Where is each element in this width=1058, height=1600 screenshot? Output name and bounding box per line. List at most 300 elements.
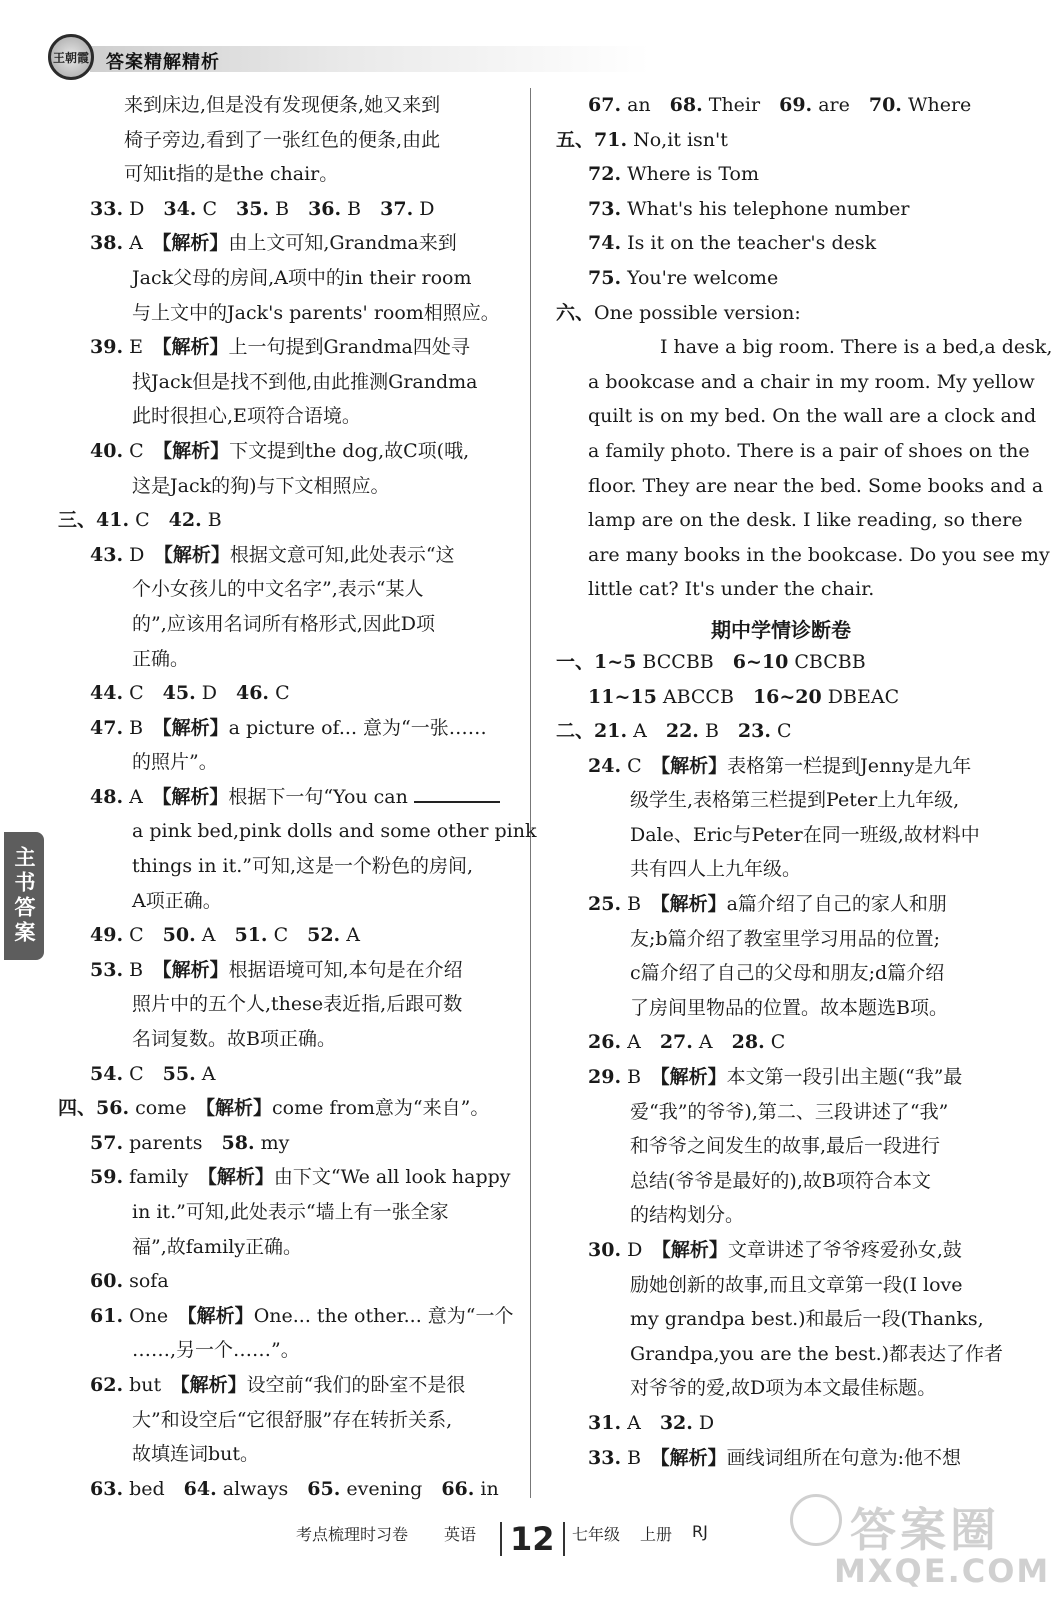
answer-text: 设空前“我们的卧室不是很 xyxy=(246,1373,466,1396)
answer-text: 46. xyxy=(235,682,270,705)
answer-line xyxy=(58,642,518,677)
answer-line xyxy=(58,814,537,849)
answer-text: a pink bed,pink dolls and some other pink xyxy=(132,820,537,843)
answer-text: an xyxy=(621,94,670,116)
answer-text: 47. xyxy=(90,716,124,739)
answer-text: Their xyxy=(702,94,780,116)
answer-text: parents xyxy=(123,1131,222,1154)
answer-text: 56. xyxy=(96,1097,130,1120)
answer-text: 故填连词but。 xyxy=(132,1443,260,1466)
answer-line xyxy=(556,1025,1006,1060)
answer-text: 65. xyxy=(307,1477,341,1500)
page-number: 12 xyxy=(500,1522,565,1556)
answer-text: C xyxy=(621,754,661,777)
answer-text: You're welcome xyxy=(621,266,779,289)
answer-line xyxy=(58,918,518,953)
footer-subject: 英语 xyxy=(444,1525,477,1544)
answer-text: 63. xyxy=(90,1477,124,1500)
answer-text: 找Jack但是找不到他,由此推测Grandma xyxy=(132,370,478,393)
answer-text: 个小女孩儿的中文名字”,表示“某人 xyxy=(132,578,424,601)
answer-text: 对爷爷的爱,故D项为本文最佳标题。 xyxy=(630,1377,937,1400)
answer-line xyxy=(556,88,1006,123)
answer-line xyxy=(556,123,1006,158)
answer-text: 35. xyxy=(235,197,270,220)
answer-text: BCCBB xyxy=(636,650,733,673)
answer-text: What's his telephone number xyxy=(621,197,910,220)
answer-text: 这是Jack的狗)与下文相照应。 xyxy=(132,474,390,497)
answer-text: 43. xyxy=(90,543,124,566)
answer-text: C xyxy=(196,197,236,220)
answer-text: B xyxy=(269,197,309,220)
answer-line xyxy=(58,296,518,331)
answer-line xyxy=(556,1268,1006,1303)
answer-text: C xyxy=(123,1062,163,1085)
answer-line xyxy=(556,572,1006,607)
answer-text: A xyxy=(692,1031,732,1054)
answer-line xyxy=(556,852,1006,887)
answer-text: a bookcase and a chair in my room. My yellow xyxy=(588,370,1035,393)
answer-text: One possible version: xyxy=(594,301,801,324)
answer-text: 30. xyxy=(588,1239,622,1261)
answer-text: 的”,应该用名词所有格形式,因此D项 xyxy=(132,612,436,635)
answer-text: 50. xyxy=(162,924,196,947)
answer-text: a family photo. There is a pair of shoes on the xyxy=(588,439,1030,462)
answer-text: 【解析】 xyxy=(162,958,229,981)
answer-text: D xyxy=(195,682,236,705)
answer-text: 24. xyxy=(588,754,622,777)
page-footer xyxy=(0,1508,1058,1558)
answer-line xyxy=(556,261,1006,296)
answer-text: 【解析】 xyxy=(161,785,229,808)
answer-text: A xyxy=(627,720,666,743)
answer-text: 58. xyxy=(221,1131,255,1154)
answer-text: 26. xyxy=(588,1031,622,1054)
right-column xyxy=(556,88,1053,1475)
answer-text: D xyxy=(413,197,435,220)
answer-text: evening xyxy=(340,1477,442,1500)
answer-text: 正确。 xyxy=(132,647,190,670)
answer-text: 62. xyxy=(90,1373,124,1396)
answer-text: 44. xyxy=(90,682,124,705)
answer-text: 70. xyxy=(868,94,902,116)
answer-line xyxy=(58,365,518,400)
answer-text: A xyxy=(621,1411,660,1434)
answer-text: 三、 xyxy=(58,509,97,532)
left-column xyxy=(58,88,537,1506)
fill-blank xyxy=(414,781,500,803)
answer-line xyxy=(58,607,518,642)
logo-text: 王朝霞 xyxy=(52,50,89,65)
answer-text: No,it isn't xyxy=(627,128,728,151)
right-column-top xyxy=(556,88,1053,607)
answer-line xyxy=(556,503,1023,538)
answer-line xyxy=(58,1333,518,1368)
answer-text: D xyxy=(692,1411,715,1434)
answer-text: 的结构划分。 xyxy=(630,1204,745,1227)
answer-text: 【解析】 xyxy=(162,439,230,462)
answer-text: little cat? It's under the chair. xyxy=(588,578,875,601)
answer-line xyxy=(556,645,1006,680)
answer-line xyxy=(58,1368,518,1403)
answer-line xyxy=(58,1195,518,1230)
answer-text: 【解析】 xyxy=(660,893,727,916)
answer-text: 69. xyxy=(779,94,813,116)
answer-line xyxy=(556,192,1006,227)
answer-text: DBEAC xyxy=(821,685,900,708)
answer-line xyxy=(556,1164,1006,1199)
answer-line xyxy=(58,157,518,192)
answer-text: 由下文“We all look happy xyxy=(273,1166,511,1189)
answer-line xyxy=(58,123,518,158)
answer-line xyxy=(556,818,1006,853)
answer-text: 33. xyxy=(90,197,124,220)
answer-text: 来到床边,但是没有发现便条,她又来到 xyxy=(124,94,441,116)
answer-text: are xyxy=(812,94,869,116)
answer-text: come from意为“来自”。 xyxy=(271,1097,490,1120)
answer-text: 【解析】 xyxy=(207,1166,274,1189)
answer-text: 画线词组所在句意为:他不想 xyxy=(726,1446,961,1469)
answer-text: 友;b篇介绍了教室里学习用品的位置; xyxy=(630,927,940,950)
answer-text: 福”,故family正确。 xyxy=(132,1235,303,1258)
answer-text: 名词复数。故B项正确。 xyxy=(132,1028,336,1051)
answer-line xyxy=(58,261,518,296)
answer-text: A xyxy=(123,785,162,808)
answer-text: One xyxy=(123,1304,188,1327)
answer-text: 67. xyxy=(588,94,622,116)
answer-text: 27. xyxy=(659,1031,693,1054)
answer-line xyxy=(556,1233,1006,1268)
answer-line xyxy=(556,157,1006,192)
answer-text: 71. xyxy=(594,128,628,151)
answer-line xyxy=(58,469,518,504)
answer-text: 22. xyxy=(665,720,699,743)
answer-text: Dale、Eric与Peter在同一班级,故材料中 xyxy=(630,823,980,846)
answer-line xyxy=(58,572,518,607)
answer-text: 四、 xyxy=(58,1097,97,1120)
footer-book-title: 考点梳理时习卷 xyxy=(296,1525,409,1544)
answer-line xyxy=(58,1403,518,1438)
answer-text: B xyxy=(201,509,222,532)
answer-text: 60. xyxy=(90,1270,124,1293)
answer-line xyxy=(58,1091,518,1126)
answer-text: 和爷爷之间发生的故事,最后一段进行 xyxy=(630,1135,941,1158)
answer-line xyxy=(556,956,1006,991)
answer-line xyxy=(58,1022,518,1057)
answer-text: B xyxy=(341,197,381,220)
answer-text: a篇介绍了自己的家人和朋 xyxy=(726,893,947,916)
answer-text: 【解析】 xyxy=(161,336,229,359)
answer-text: 74. xyxy=(588,232,622,255)
answer-line xyxy=(58,953,518,988)
answer-line xyxy=(58,711,518,746)
answer-text: 根据文意可知,此处表示“这 xyxy=(229,543,455,566)
answer-text: 【解析】 xyxy=(660,1066,727,1089)
answer-line xyxy=(58,1057,518,1092)
answer-line xyxy=(556,538,1050,573)
answer-text: 54. xyxy=(90,1062,124,1085)
answer-text: 57. xyxy=(90,1131,124,1154)
answer-text: 45. xyxy=(162,682,196,705)
answer-text: 75. xyxy=(588,266,622,289)
answer-text: 上一句提到Grandma四处寻 xyxy=(228,336,470,359)
answer-line xyxy=(556,1337,1006,1372)
answer-text: my xyxy=(254,1131,290,1154)
answer-line xyxy=(58,1472,518,1507)
answer-text: in xyxy=(474,1477,499,1500)
answer-line xyxy=(58,399,518,434)
answer-text: 【解析】 xyxy=(162,716,229,739)
answer-text: 55. xyxy=(162,1062,196,1085)
watermark-text: 答案圈 xyxy=(850,1503,1000,1557)
answer-text: C xyxy=(764,1031,786,1054)
answer-text: B xyxy=(621,1066,661,1089)
answer-line xyxy=(556,469,1044,504)
answer-text: 72. xyxy=(588,163,622,186)
answer-text: 23. xyxy=(737,720,771,743)
answer-text: 表格第一栏提到Jenny是九年 xyxy=(727,754,972,777)
answer-line xyxy=(556,1302,1006,1337)
answer-text: 下文提到the dog,故C项(哦, xyxy=(229,439,470,462)
footer-volume: 上册 xyxy=(640,1525,673,1544)
answer-text: lamp are on the desk. I like reading, so there xyxy=(588,509,1023,532)
answer-text: 本文第一段引出主题(“我”最 xyxy=(726,1066,963,1089)
answer-line xyxy=(58,538,518,573)
answer-text: 1~5 xyxy=(594,650,637,673)
answer-text: 38. xyxy=(90,232,124,255)
column-divider xyxy=(530,88,531,1498)
answer-text: 级学生,表格第三栏提到Peter上九年级, xyxy=(630,789,960,812)
answer-text: 31. xyxy=(588,1411,622,1434)
answer-text: 【解析】 xyxy=(163,543,230,566)
answer-line xyxy=(58,1299,518,1334)
answer-line xyxy=(58,1230,518,1265)
answer-text: sofa xyxy=(123,1270,169,1293)
answer-text: B xyxy=(123,958,163,981)
answer-text: 64. xyxy=(183,1477,217,1500)
answer-text: C xyxy=(123,924,163,947)
answer-text: 了房间里物品的位置。故本题选B项。 xyxy=(630,996,948,1019)
answer-line xyxy=(556,330,1053,365)
footer-edition: RJ xyxy=(692,1522,708,1541)
answer-line xyxy=(556,1371,1006,1406)
answer-text: 59. xyxy=(90,1166,124,1189)
answer-text: E xyxy=(123,336,162,359)
answer-line xyxy=(556,1198,1006,1233)
answer-text: 61. xyxy=(90,1304,124,1327)
answer-line xyxy=(58,780,518,815)
answer-text: B xyxy=(621,1446,661,1469)
answer-text: come xyxy=(129,1097,206,1120)
answer-text: 二、 xyxy=(556,720,595,743)
answer-text: things in it.”可知,这是一个粉色的房间, xyxy=(132,855,474,878)
answer-text: 【解析】 xyxy=(180,1373,247,1396)
answer-text: C xyxy=(123,682,163,705)
section-title: 期中学情诊断卷 xyxy=(711,617,851,642)
answer-text: 共有四人上九年级。 xyxy=(630,858,802,881)
answer-line xyxy=(58,1160,518,1195)
answer-text: 51. xyxy=(234,924,268,947)
right-column-bottom xyxy=(556,645,1006,1475)
answer-text: 32. xyxy=(659,1411,693,1434)
answer-text: 此时很担心,E项符合语境。 xyxy=(132,405,361,428)
answer-text: 文章讲述了爷爷疼爱孙女,鼓 xyxy=(727,1239,962,1261)
answer-text: 49. xyxy=(90,924,124,947)
answer-text: 【解析】 xyxy=(661,1239,728,1261)
answer-text: my grandpa best.)和最后一段(Thanks, xyxy=(630,1308,984,1331)
answer-text: 6~10 xyxy=(732,650,789,673)
answer-line xyxy=(58,676,518,711)
publisher-logo-icon xyxy=(48,34,94,80)
answer-text: ……,另一个……”。 xyxy=(132,1339,300,1362)
answer-line xyxy=(556,365,1035,400)
answer-text: 25. xyxy=(588,893,622,916)
answer-line xyxy=(556,1129,1006,1164)
answer-line xyxy=(58,88,518,123)
answer-text: 36. xyxy=(308,197,342,220)
answer-line xyxy=(58,1437,518,1472)
answer-text: C xyxy=(770,720,792,743)
answer-line xyxy=(556,226,1006,261)
answer-text: 照片中的五个人,these表近指,后跟可数 xyxy=(132,993,463,1016)
answer-text: 73. xyxy=(588,197,622,220)
answer-text: family xyxy=(123,1166,208,1189)
answer-text: A xyxy=(195,924,235,947)
answer-line xyxy=(58,745,518,780)
answer-text: I have a big room. There is a bed,a desk, xyxy=(622,336,1053,359)
answer-text: 一、 xyxy=(556,650,595,673)
answer-text: C xyxy=(129,509,169,532)
answer-text: 37. xyxy=(380,197,414,220)
answer-text: 由上文可知,Grandma来到 xyxy=(228,232,457,255)
answer-line xyxy=(556,1060,1006,1095)
answer-text: C xyxy=(269,682,290,705)
answer-text: 39. xyxy=(90,336,124,359)
answer-line xyxy=(556,783,1006,818)
answer-line xyxy=(556,1441,1006,1476)
answer-text: 【解析】 xyxy=(187,1304,254,1327)
answer-text: 可知it指的是the chair。 xyxy=(124,163,339,186)
answer-line xyxy=(58,434,518,469)
answer-line xyxy=(556,399,1037,434)
answer-text: 【解析】 xyxy=(205,1097,272,1120)
answer-text: 40. xyxy=(90,439,124,462)
answer-text: ABCCB xyxy=(656,685,753,708)
answer-text: C xyxy=(123,439,163,462)
answer-text: 的照片”。 xyxy=(132,751,218,774)
answer-text: 29. xyxy=(588,1066,622,1089)
answer-text: always xyxy=(216,1477,308,1500)
answer-line xyxy=(556,922,1006,957)
answer-text: 53. xyxy=(90,958,124,981)
answer-text: 34. xyxy=(163,197,197,220)
side-tab: 主书答案 xyxy=(4,832,44,960)
answer-text: B xyxy=(698,720,738,743)
answer-line xyxy=(556,714,1006,749)
answer-text: B xyxy=(123,716,163,739)
answer-text: 【解析】 xyxy=(660,1446,727,1469)
answer-line xyxy=(556,296,1006,331)
answer-text: 16~20 xyxy=(752,685,822,708)
answer-text: 与上文中的Jack's parents' room相照应。 xyxy=(132,301,500,324)
answer-text: 48. xyxy=(90,785,124,808)
answer-text: 42. xyxy=(168,509,202,532)
answer-text: A项正确。 xyxy=(132,889,222,912)
answer-text: A xyxy=(621,1031,660,1054)
answer-text: 六、 xyxy=(556,301,595,324)
answer-line xyxy=(556,749,1006,784)
answer-text: 根据语境可知,本句是在介绍 xyxy=(228,958,463,981)
answer-text: 根据下一句“You can xyxy=(228,785,414,808)
answer-text: 68. xyxy=(669,94,703,116)
answer-line xyxy=(58,1126,518,1161)
answer-text: 52. xyxy=(307,924,341,947)
answer-line xyxy=(58,987,518,1022)
answer-text: in it.”可知,此处表示“墙上有一张全家 xyxy=(132,1201,449,1223)
answer-text: 总结(爷爷是最好的),故B项符合本文 xyxy=(630,1169,931,1192)
answer-line xyxy=(58,1264,518,1299)
answer-text: C xyxy=(267,924,308,947)
answer-text: 【解析】 xyxy=(161,232,229,255)
answer-text: are many books in the bookcase. Do you see my xyxy=(588,543,1050,566)
answer-text: 五、 xyxy=(556,128,595,151)
answer-text: A xyxy=(340,924,360,947)
answer-text: A xyxy=(195,1062,216,1085)
answer-line xyxy=(556,680,1006,715)
answer-text: 33. xyxy=(588,1446,622,1469)
answer-text: 励她创新的故事,而且文章第一段(I love xyxy=(630,1273,963,1296)
answer-text: floor. They are near the bed. Some books and a xyxy=(588,474,1044,497)
answer-line xyxy=(556,991,1006,1026)
answer-line xyxy=(556,1095,1006,1130)
answer-text: c篇介绍了自己的父母和朋友;d篇介绍 xyxy=(630,962,945,985)
answer-text: 41. xyxy=(96,509,130,532)
answer-text: 【解析】 xyxy=(660,754,728,777)
answer-line xyxy=(58,884,518,919)
answer-line xyxy=(58,503,518,538)
answer-line xyxy=(556,1406,1006,1441)
answer-text: 大”和设空后“它很舒服”存在转折关系, xyxy=(132,1408,453,1431)
answer-text: 66. xyxy=(441,1477,475,1500)
answer-line xyxy=(556,887,1006,922)
answer-text: 21. xyxy=(594,720,628,743)
answer-line xyxy=(556,434,1030,469)
answer-text: Grandpa,you are the best.)都表达了作者 xyxy=(630,1342,1004,1365)
page-header xyxy=(40,28,640,90)
watermark-url: MXQE.COM xyxy=(834,1552,1051,1590)
answer-text: but xyxy=(123,1373,181,1396)
header-title: 答案精解精析 xyxy=(106,52,220,73)
answer-text: 椅子旁边,看到了一张红色的便条,由此 xyxy=(124,128,441,151)
footer-grade: 七年级 xyxy=(572,1525,621,1544)
answer-text: 爱“我”的爷爷),第二、三段讲述了“我” xyxy=(630,1100,949,1123)
answer-line xyxy=(58,226,518,261)
answer-text: Jack父母的房间,A项中的in their room xyxy=(132,266,472,289)
answer-text: Where is Tom xyxy=(621,163,759,186)
answer-text: CBCBB xyxy=(788,650,866,673)
answer-text: D xyxy=(621,1239,662,1261)
answer-text: B xyxy=(621,893,661,916)
answer-text: D xyxy=(123,197,164,220)
answer-text: a picture of... 意为“一张…… xyxy=(228,716,487,739)
answer-text: Is it on the teacher's desk xyxy=(621,232,877,255)
answer-text: Where xyxy=(901,94,972,116)
answer-text: D xyxy=(123,543,164,566)
answer-line xyxy=(58,330,518,365)
answer-text: One... the other... 意为“一个 xyxy=(253,1304,514,1327)
answer-line xyxy=(58,849,518,884)
answer-text: bed xyxy=(123,1477,184,1500)
answer-text: 11~15 xyxy=(588,685,657,708)
